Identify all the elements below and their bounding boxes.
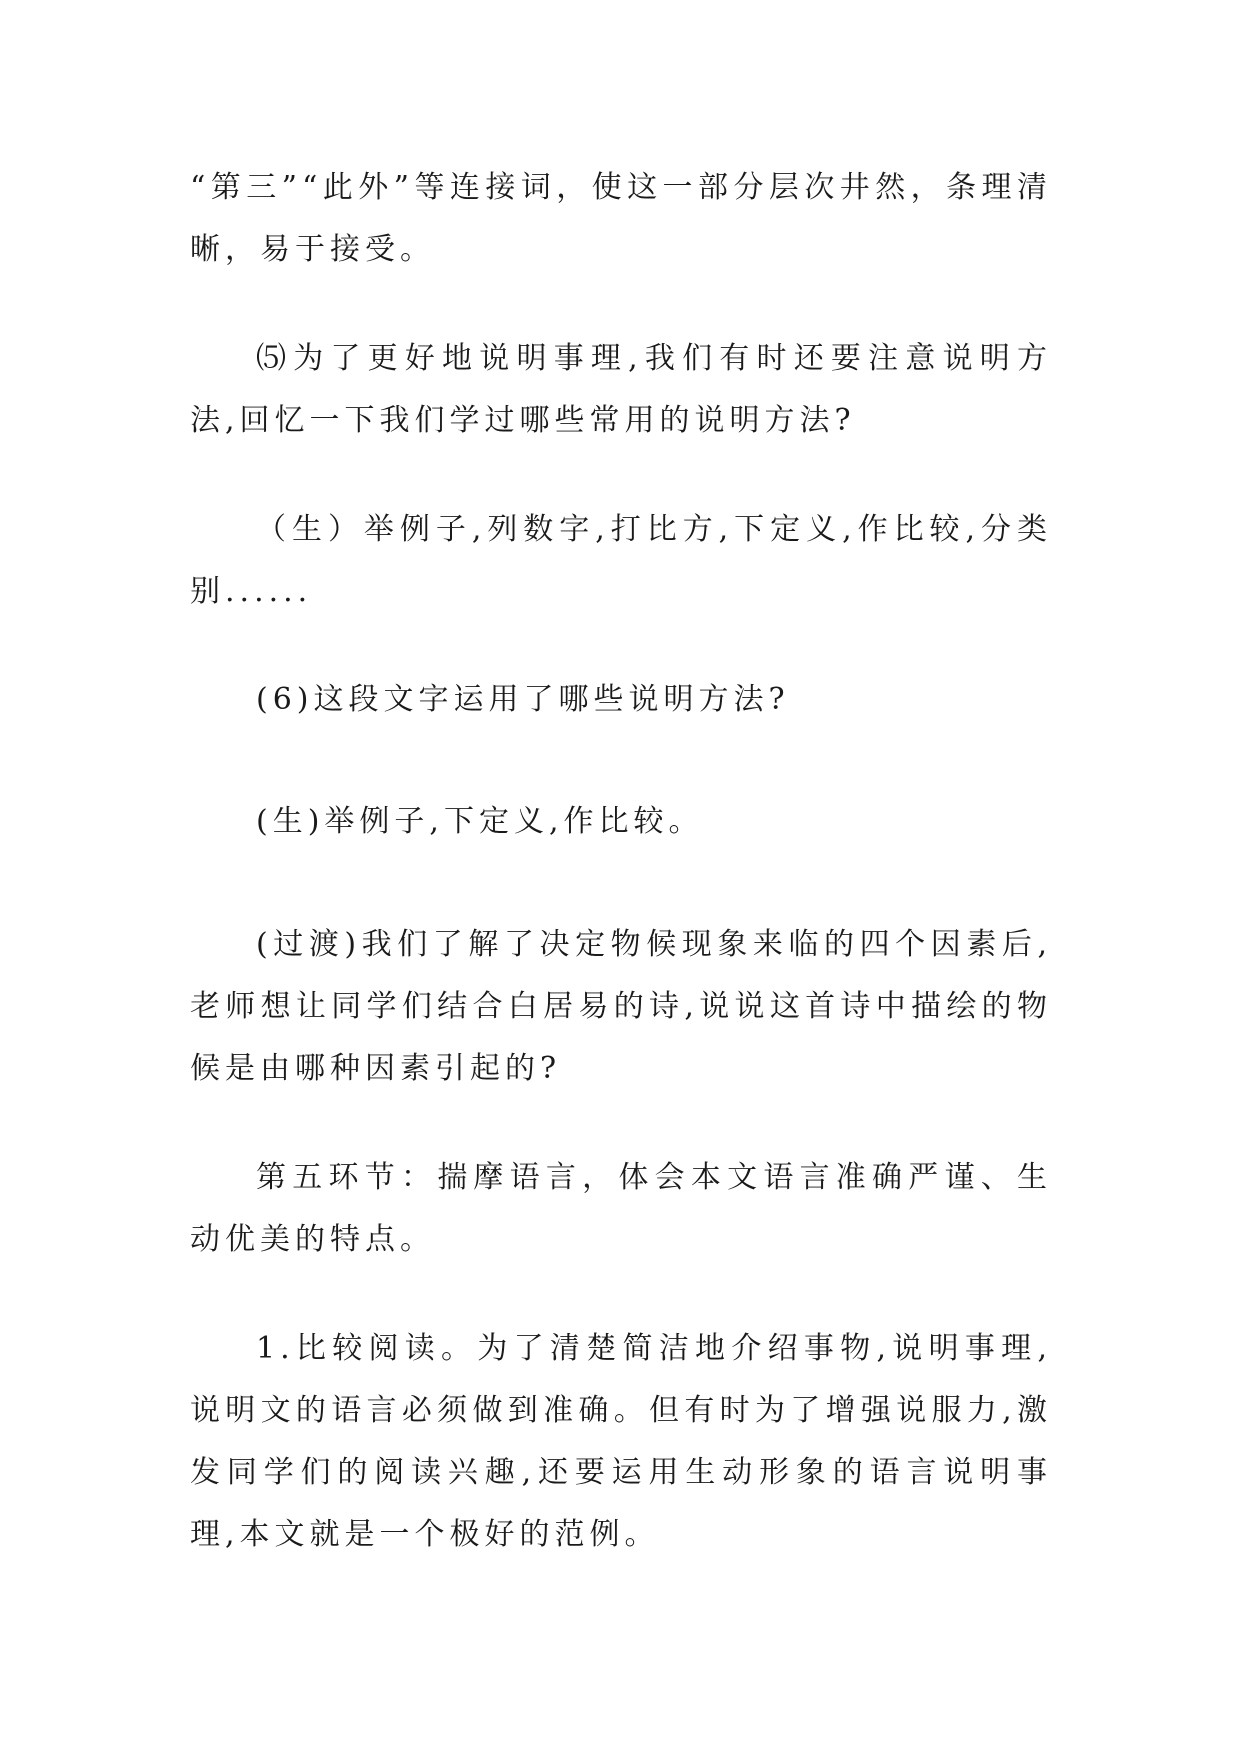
- paragraph-comparative-reading: 1.比较阅读。为了清楚简洁地介绍事物,说明事理,说明文的语言必须做到准确。但有时为了增强说服力,激发同学们的阅读兴趣,还要运用生动形象的语言说明事理,本文就是一个极好的范例。: [190, 1331, 1052, 1552]
- paragraph-connectives: “第三”“此外”等连接词，使这一部分层次井然，条理清晰，易于接受。: [190, 170, 1052, 267]
- paragraph-answer-5: （生）举例子,列数字,打比方,下定义,作比较,分类别......: [190, 512, 1052, 609]
- paragraph-question-5: ⑸为了更好地说明事理,我们有时还要注意说明方法,回忆一下我们学过哪些常用的说明方法?: [190, 341, 1052, 438]
- paragraph-answer-6: (生)举例子,下定义,作比较。: [256, 804, 704, 839]
- paragraph-question-6: (6)这段文字运用了哪些说明方法?: [256, 682, 790, 717]
- section-heading-fifth-stage: 第五环节：揣摩语言，体会本文语言准确严谨、生动优美的特点。: [190, 1160, 1052, 1257]
- paragraph-transition: (过渡)我们了解了决定物候现象来临的四个因素后,老师想让同学们结合白居易的诗,说说这首诗中描绘的物候是由哪种因素引起的?: [190, 927, 1052, 1086]
